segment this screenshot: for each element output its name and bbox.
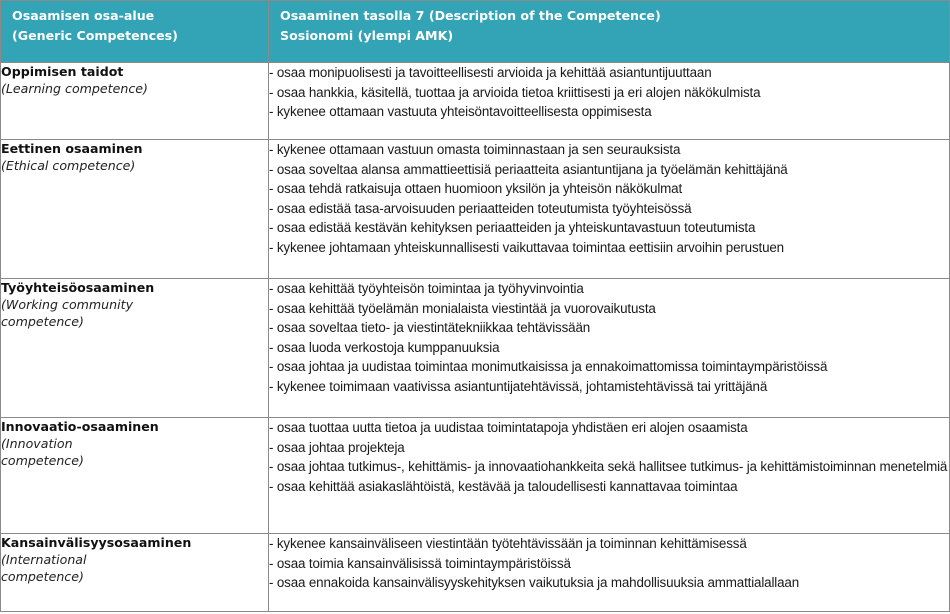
description-item: - osaa toimia kansainvälisissä toimintaympäristöissä bbox=[269, 555, 571, 571]
area-title: Työyhteisöosaaminen bbox=[1, 280, 155, 295]
table-row-learning-competence bbox=[1, 63, 950, 140]
description-item: - osaa soveltaa alansa ammattieettisiä periaatteita asiantuntijana ja työelämän kehittäjänä bbox=[269, 161, 788, 177]
header-competence-area bbox=[1, 1, 269, 63]
description-item: - osaa johtaa tutkimus-, kehittämis- ja innovaatiohankkeita sekä hallitsee tutkimus- ja kehittämistoiminnan menetelmiä bbox=[269, 459, 948, 475]
description-item: - osaa tehdä ratkaisuja ottaen huomioon yksilön ja yhteisön näkökulmat bbox=[269, 181, 683, 197]
description-item: - osaa tuottaa uutta tietoa ja uudistaa toimintatapoja yhdistäen eri alojen osaamista bbox=[269, 420, 748, 435]
area-subtitle: (Innovation competence) bbox=[1, 436, 84, 468]
header-left-line2: (Generic Competences) bbox=[12, 28, 178, 43]
area-subtitle: (Ethical competence) bbox=[1, 158, 136, 173]
table-row-innovation-competence bbox=[1, 418, 950, 534]
description-cell bbox=[269, 140, 950, 279]
description-cell bbox=[269, 534, 950, 612]
area-title: Eettinen osaaminen bbox=[1, 141, 143, 156]
description-item: - osaa kehittää asiakaslähtöistä, kestävää ja taloudellisesti kannattavaa toimintaa bbox=[269, 478, 738, 494]
area-cell bbox=[1, 418, 269, 534]
header-left-line1: Osaamisen osa-alue bbox=[12, 8, 155, 23]
description-item: - osaa kehittää työelämän monialaista viestintää ja vuorovaikutusta bbox=[269, 300, 656, 316]
description-item: - kykenee johtamaan yhteiskunnallisesti vaikuttavaa toimintaa eettisiin arvoihin perustuen bbox=[269, 239, 784, 255]
area-subtitle: (Working community competence) bbox=[1, 297, 134, 329]
header-competence-description bbox=[269, 1, 950, 63]
description-item: - osaa johtaa ja uudistaa toimintaa monimutkaisissa ja ennakoimattomissa toimintaympäristöissä bbox=[269, 359, 828, 375]
description-item: - kykenee ottamaan vastuun omasta toiminnastaan ja sen seurauksista bbox=[269, 142, 681, 157]
header-right-line2: Sosionomi (ylempi AMK) bbox=[280, 28, 454, 43]
description-item: - kykenee ottamaan vastuuta yhteisöntavoitteellisesta oppimisesta bbox=[269, 104, 652, 120]
header-right-line1: Osaaminen tasolla 7 (Description of the Competence) bbox=[280, 8, 661, 23]
description-item: - osaa monipuolisesti ja tavoitteellisesti arvioida ja kehittää asiantuntijuuttaan bbox=[269, 65, 712, 80]
description-item: - osaa edistää kestävän kehityksen periaatteiden ja yhteiskuntavastuun toteutumista bbox=[269, 220, 756, 236]
description-item: - osaa soveltaa tieto- ja viestintätekniikkaa tehtävissään bbox=[269, 320, 591, 336]
description-item: - osaa ennakoida kansainvälisyyskehityksen vaikutuksia ja mahdollisuuksia ammattialallaan bbox=[269, 575, 799, 591]
description-cell bbox=[269, 418, 950, 534]
table-row-international-competence bbox=[1, 534, 950, 612]
description-item: - osaa luoda verkostoja kumppanuuksia bbox=[269, 339, 500, 355]
area-title: Kansainvälisyysosaaminen bbox=[1, 535, 192, 550]
description-item: - osaa edistää tasa-arvoisuuden periaatteiden toteutumista työyhteisössä bbox=[269, 200, 692, 216]
description-cell bbox=[269, 63, 950, 140]
description-item: - osaa hankkia, käsitellä, tuottaa ja arvioida tietoa kriittisesti ja eri alojen näkökulmista bbox=[269, 84, 761, 100]
description-item: - kykenee toimimaan vaativissa asiantuntijatehtävissä, johtamistehtävissä tai yrittäjänä bbox=[269, 378, 768, 394]
area-subtitle: (International competence) bbox=[1, 552, 87, 584]
area-title: Oppimisen taidot bbox=[1, 64, 124, 79]
description-item: - osaa kehittää työyhteisön toimintaa ja työhyvinvointia bbox=[269, 281, 584, 296]
table-row-ethical-competence bbox=[1, 140, 950, 279]
area-cell bbox=[1, 140, 269, 279]
area-cell bbox=[1, 534, 269, 612]
description-item: - kykenee kansainväliseen viestintään työtehtävissään ja toiminnan kehittämisessä bbox=[269, 536, 747, 551]
table-header-row bbox=[1, 1, 950, 63]
description-cell bbox=[269, 279, 950, 418]
area-cell bbox=[1, 279, 269, 418]
table-row-working-community-competence bbox=[1, 279, 950, 418]
area-title: Innovaatio-osaaminen bbox=[1, 419, 159, 434]
area-cell bbox=[1, 63, 269, 140]
description-item: - osaa johtaa projekteja bbox=[269, 439, 405, 455]
area-subtitle: (Learning competence) bbox=[1, 81, 148, 96]
